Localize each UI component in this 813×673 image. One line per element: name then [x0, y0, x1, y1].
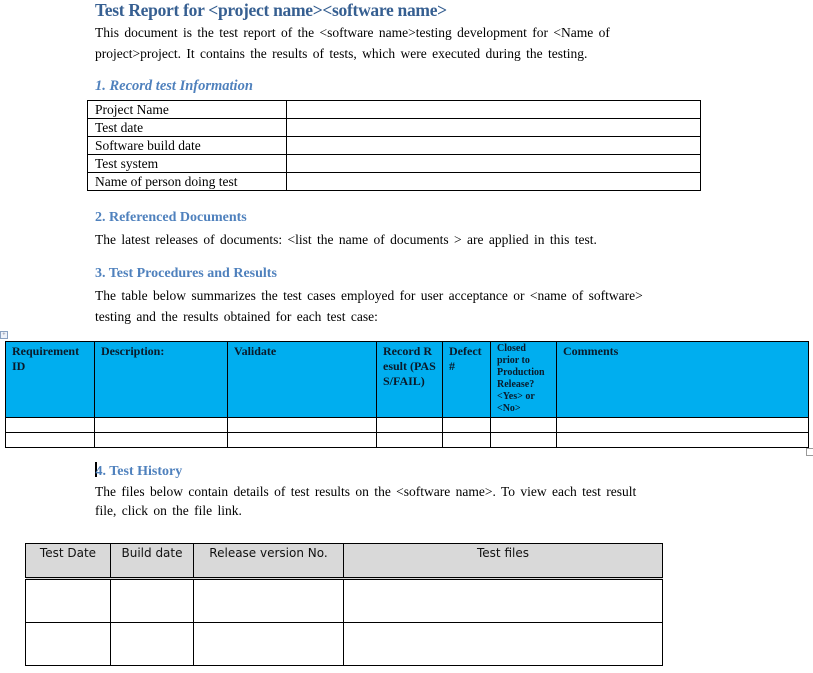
- row-label: Test system: [88, 155, 287, 173]
- table-header-row: [6, 342, 809, 418]
- table-cell[interactable]: [26, 623, 111, 666]
- table-row: [88, 101, 701, 119]
- section-3-line-2: testing and the results obtained for each test case:: [95, 309, 378, 324]
- table-cell[interactable]: [443, 433, 491, 448]
- column-header-comments: Comments: [557, 342, 809, 418]
- table-cell[interactable]: [228, 433, 377, 448]
- column-header-description: Description:: [95, 342, 228, 418]
- table-cell[interactable]: [557, 433, 809, 448]
- test-history-table: [25, 543, 663, 666]
- section-4-heading: [95, 462, 182, 480]
- table-cell[interactable]: [194, 579, 344, 623]
- section-4-line-2: file, click on the file link.: [95, 503, 242, 518]
- table-cell[interactable]: [491, 418, 557, 433]
- table-cell[interactable]: [344, 579, 663, 623]
- row-label: Software build date: [88, 137, 287, 155]
- section-4-heading-text: 4. Test History: [95, 464, 183, 479]
- table-cell[interactable]: [228, 418, 377, 433]
- section-2-heading: 2. Referenced Documents: [95, 210, 247, 225]
- section-1-heading: 1. Record test Information: [95, 78, 253, 94]
- section-3-heading: 3. Test Procedures and Results: [95, 266, 277, 281]
- column-header-build-date: Build date: [111, 544, 194, 579]
- intro-line-2: project>project. It contains the results of tests, which were executed during the testing.: [95, 46, 588, 61]
- record-info-table: [87, 100, 701, 191]
- table-row: [6, 433, 809, 448]
- section-4-line-1: The files below contain details of test results on the <software name>. To view each test result: [95, 484, 637, 499]
- resize-handle-icon[interactable]: [806, 448, 813, 456]
- table-cell[interactable]: [491, 433, 557, 448]
- row-value-cell[interactable]: [287, 137, 701, 155]
- table-row: [88, 173, 701, 191]
- move-handle-icon[interactable]: +: [0, 331, 8, 339]
- row-label: Project Name: [88, 101, 287, 119]
- column-header-defect: Defect #: [443, 342, 491, 418]
- row-label: Test date: [88, 119, 287, 137]
- table-cell[interactable]: [26, 579, 111, 623]
- column-header-requirement-id: Requirement ID: [6, 342, 95, 418]
- row-label: Name of person doing test: [88, 173, 287, 191]
- table-row: [88, 155, 701, 173]
- row-value-cell[interactable]: [287, 173, 701, 191]
- column-header-validate: Validate: [228, 342, 377, 418]
- column-header-release-version: Release version No.: [194, 544, 344, 579]
- table-cell[interactable]: [377, 418, 443, 433]
- table-cell[interactable]: [6, 418, 95, 433]
- table-cell[interactable]: [557, 418, 809, 433]
- table-cell[interactable]: [95, 433, 228, 448]
- table-row: [88, 137, 701, 155]
- table-cell[interactable]: [443, 418, 491, 433]
- row-value-cell[interactable]: [287, 119, 701, 137]
- test-results-table: [5, 341, 809, 448]
- table-row: [26, 623, 663, 666]
- table-cell[interactable]: [6, 433, 95, 448]
- row-value-cell[interactable]: [287, 155, 701, 173]
- table-cell[interactable]: [111, 579, 194, 623]
- table-cell[interactable]: [95, 418, 228, 433]
- table-header-row: [26, 544, 663, 579]
- table-row: [26, 579, 663, 623]
- section-2-text: The latest releases of documents: <list the name of documents > are applied in this test.: [95, 232, 597, 247]
- column-header-test-date: Test Date: [26, 544, 111, 579]
- table-cell[interactable]: [111, 623, 194, 666]
- intro-line-1: This document is the test report of the <software name>testing development for <Name of: [95, 25, 610, 40]
- table-row: [88, 119, 701, 137]
- table-cell[interactable]: [194, 623, 344, 666]
- column-header-test-files: Test files: [344, 544, 663, 579]
- column-header-record-result: Record Result (PASS/FAIL): [377, 342, 443, 418]
- row-value-cell[interactable]: [287, 101, 701, 119]
- table-row: [6, 418, 809, 433]
- document-title: Test Report for <project name><software name>: [95, 0, 447, 20]
- table-cell[interactable]: [377, 433, 443, 448]
- section-3-line-1: The table below summarizes the test cases employed for user acceptance or <name of software>: [95, 288, 643, 303]
- table-cell[interactable]: [344, 623, 663, 666]
- column-header-closed-prior: Closed prior to Production Release? <Yes> or <No>: [491, 342, 557, 418]
